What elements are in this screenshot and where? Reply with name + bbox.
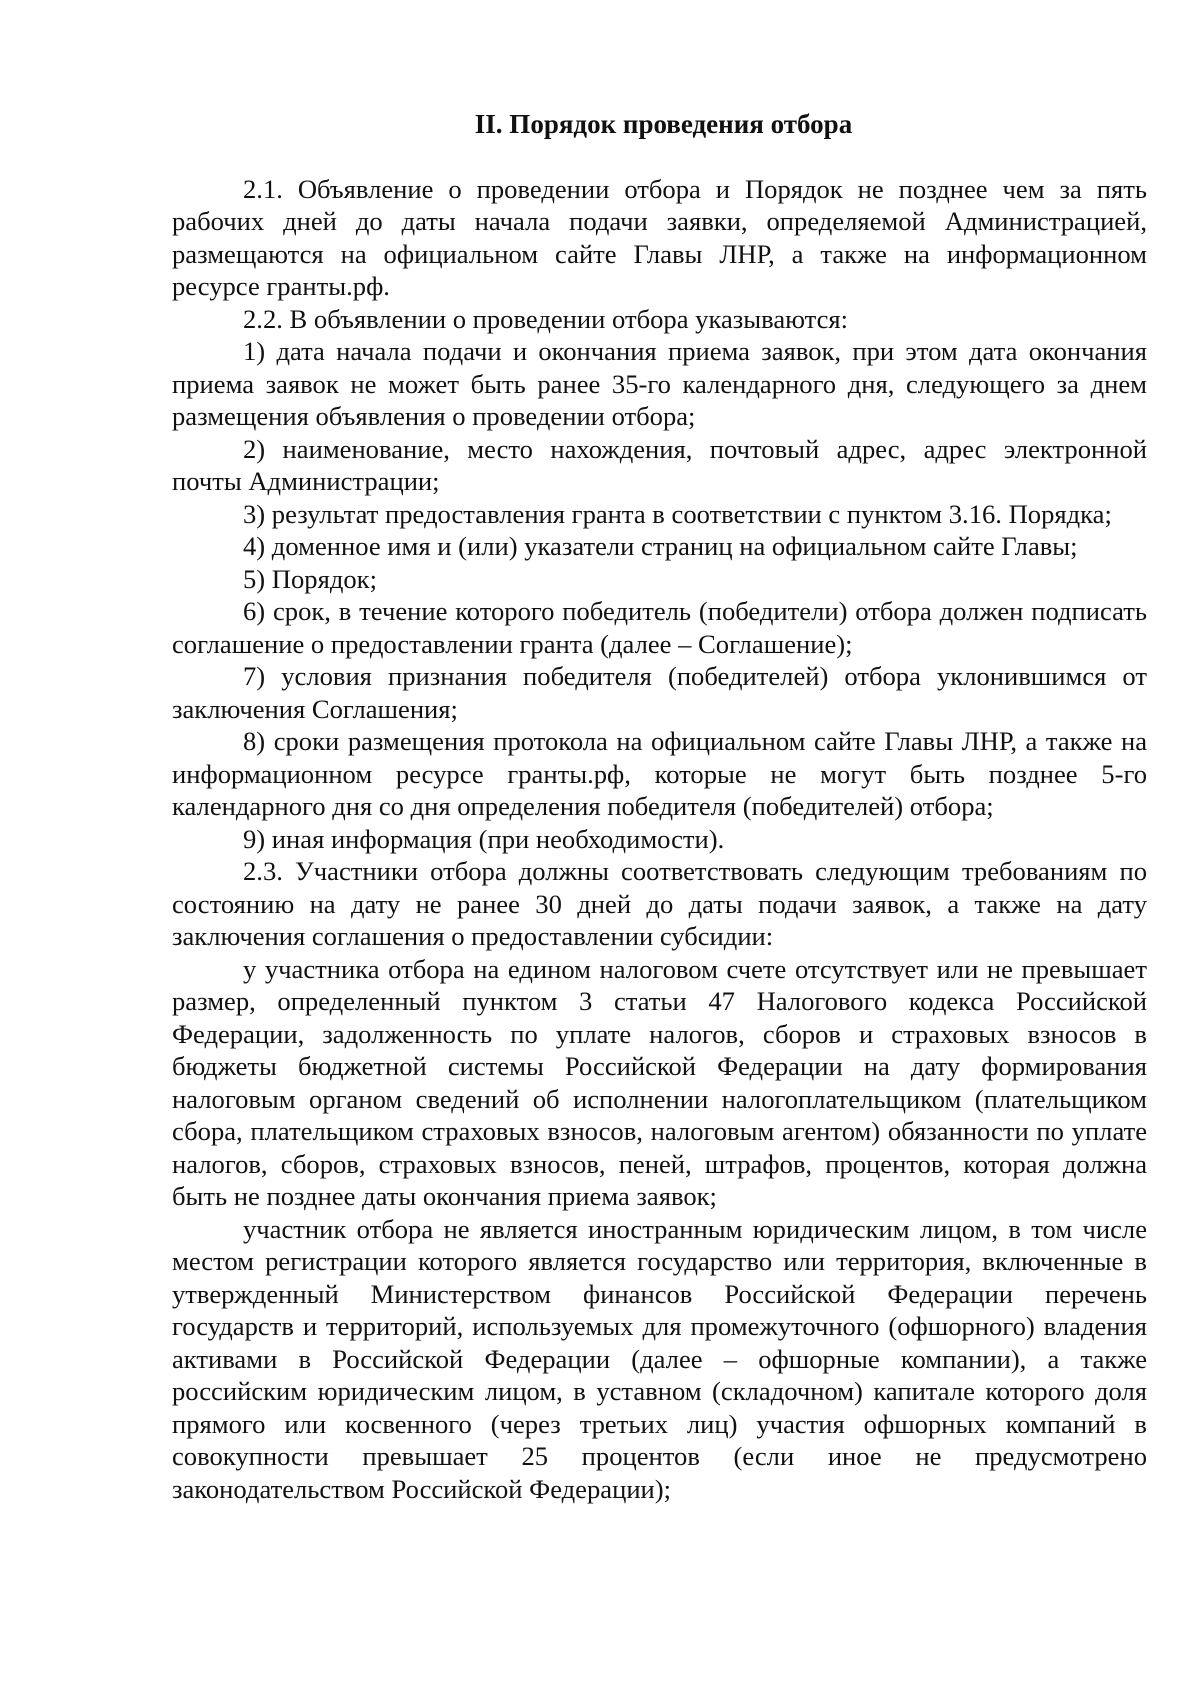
list-item-6: 6) срок, в течение которого победитель (победители) отбора должен подписать соглашение о предоставлении гранта (далее – Соглашение); bbox=[172, 596, 1147, 659]
requirement-tax-debt: у участника отбора на едином налоговом счете отсутствует или не превышает размер, определенный пунктом 3 статьи 47 Налогового кодекса Российской Федерации, задолженность по уплате налогов, сборов и страховых взносов в бюджеты бюджетной системы Российской Федерации на дату формирования налоговым органом сведений об исполнении налогоплательщиком (плательщиком сбора, плательщиком страховых взносов, налоговым агентом) обязанности по уплате налогов, сборов, страховых взносов, пеней, штрафов, процентов, которая должна быть не позднее даты окончания приема заявок; bbox=[172, 953, 1147, 1211]
paragraph-2-2: 2.2. В объявлении о проведении отбора указываются: bbox=[243, 303, 849, 334]
section-heading: II. Порядок проведения отбора bbox=[474, 109, 853, 139]
list-item-8: 8) сроки размещения протокола на официальном сайте Главы ЛНР, а также на информационном ресурсе гранты.рф, которые не могут быть позднее 5-го календарного дня со дня определения победителя (победителей) отбора; bbox=[172, 726, 1147, 821]
list-item-5: 5) Порядок; bbox=[243, 563, 377, 594]
document-page bbox=[172, 108, 1147, 1505]
list-item-9: 9) иная информация (при необходимости). bbox=[243, 823, 725, 854]
requirement-offshore: участник отбора не является иностранным юридическим лицом, в том числе местом регистрации которого является государство или территория, включенные в утвержденный Министерством финансов Российской Федерации перечень государств и территорий, используемых для промежуточного (офшорного) владения активами в Российской Федерации (далее – офшорные компании), а также российским юридическим лицом, в уставном (складочном) капитале которого доля прямого или косвенного (через третьих лиц) участия офшорных компаний в совокупности превышает 25 процентов (если иное не предусмотрено законодательством Российской Федерации); bbox=[172, 1213, 1147, 1504]
list-item-1: 1) дата начала подачи и окончания приема заявок, при этом дата окончания приема заявок не может быть ранее 35-го календарного дня, следующего за днем размещения объявления о проведении отбора; bbox=[172, 336, 1147, 431]
list-item-7: 7) условия признания победителя (победителей) отбора уклонившимся от заключения Соглашения; bbox=[172, 661, 1147, 724]
list-item-3: 3) результат предоставления гранта в соответствии с пунктом 3.16. Порядка; bbox=[243, 498, 1112, 529]
list-item-4: 4) доменное имя и (или) указатели страниц на официальном сайте Главы; bbox=[243, 531, 1078, 561]
paragraph-2-3: 2.3. Участники отбора должны соответствовать следующим требованиям по состоянию на дату не ранее 30 дней до даты подачи заявок, а также на дату заключения соглашения о предоставлении субсидии: bbox=[172, 856, 1147, 951]
paragraph-2-1: 2.1. Объявление о проведении отбора и Порядок не позднее чем за пять рабочих дней до даты начала подачи заявки, определяемой Администрацией, размещаются на официальном сайте Главы ЛНР, а также на информационном ресурсе гранты.рф. bbox=[172, 173, 1147, 301]
list-item-2: 2) наименование, место нахождения, почтовый адрес, адрес электронной почты Администрации; bbox=[172, 433, 1147, 496]
